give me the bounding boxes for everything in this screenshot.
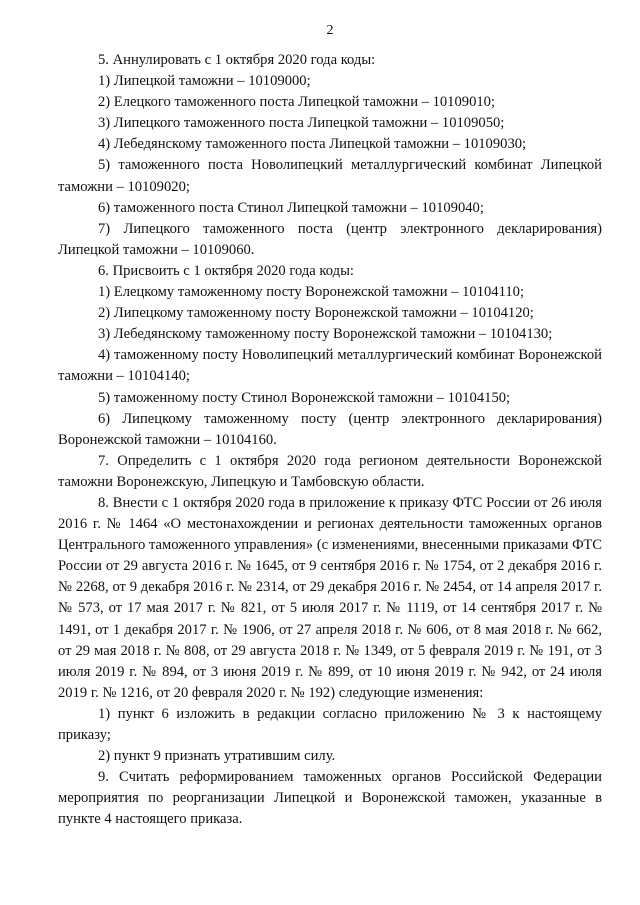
paragraph-6-item-6: 6) Липецкому таможенному посту (центр электронного декларирования) Воронежской таможни – 10104160. bbox=[58, 410, 602, 448]
document-page bbox=[58, 0, 602, 905]
paragraph-6-item-2: 2) Липецкому таможенному посту Воронежской таможни – 10104120; bbox=[98, 305, 534, 322]
paragraph-5-item-5: 5) таможенного поста Новолипецкий металлургический комбинат Липецкой таможни – 10109020; bbox=[58, 157, 602, 195]
paragraph-6-item-4: 4) таможенному посту Новолипецкий металлургический комбинат Воронежской таможни – 10104140; bbox=[58, 347, 602, 385]
paragraph-6-item-1: 1) Елецкому таможенному посту Воронежской таможни – 10104110; bbox=[98, 284, 525, 301]
paragraph-6-item-3: 3) Лебедянскому таможенному посту Воронежской таможни – 10104130; bbox=[98, 326, 553, 343]
paragraph-5-item-1: 1) Липецкой таможни – 10109000; bbox=[98, 73, 311, 90]
paragraph-8-item-1: 1) пункт 6 изложить в редакции согласно приложению № 3 к настоящему приказу; bbox=[58, 705, 602, 743]
document-body bbox=[58, 50, 602, 830]
paragraph-8: 8. Внести с 1 октября 2020 года в приложение к приказу ФТС России от 26 июля 2016 г. № 1464 «О местонахождении и регионах деятельности таможенных органов Центрального таможенного управления» (с изменениями, внесенными приказами ФТС России от 29 августа 2016 г. № 1645, от 9 сентября 2016 г. № 1754, от 2 декабря 2016 г. № 2268, от 9 декабря 2016 г. № 2314, от 29 декабря 2016 г. № 2454, от 14 апреля 2017 г. № 573, от 17 мая 2017 г. № 821, от 5 июля 2017 г. № 1119, от 14 сентября 2017 г. № 1491, от 1 декабря 2017 г. № 1906, от 27 апреля 2018 г. № 606, от 8 мая 2018 г. № 662, от 29 мая 2018 г. № 808, от 29 августа 2018 г. № 1349, от 5 февраля 2019 г. № 191, от 3 июля 2019 г. № 894, от 3 июня 2019 г. № 899, от 10 июня 2019 г. № 942, от 24 июля 2019 г. № 1216, от 20 февраля 2020 г. № 192) следующие изменения: bbox=[58, 494, 602, 701]
paragraph-5-item-3: 3) Липецкого таможенного поста Липецкой таможни – 10109050; bbox=[98, 115, 505, 132]
paragraph-5-item-7: 7) Липецкого таможенного поста (центр электронного декларирования) Липецкой таможни – 10109060. bbox=[58, 220, 602, 258]
paragraph-7: 7. Определить с 1 октября 2020 года регионом деятельности Воронежской таможни Воронежскую, Липецкую и Тамбовскую области. bbox=[58, 452, 602, 490]
paragraph-5-heading: 5. Аннулировать с 1 октября 2020 года коды: bbox=[98, 52, 376, 68]
paragraph-6-item-5: 5) таможенному посту Стинол Воронежской таможни – 10104150; bbox=[98, 389, 511, 406]
paragraph-9: 9. Считать реформированием таможенных органов Российской Федерации мероприятия по реорганизации Липецкой и Воронежской таможен, указанные в пункте 4 настоящего приказа. bbox=[58, 769, 602, 828]
paragraph-6-heading: 6. Присвоить с 1 октября 2020 года коды: bbox=[98, 262, 354, 279]
paragraph-8-item-2: 2) пункт 9 признать утратившим силу. bbox=[98, 748, 336, 765]
paragraph-5-item-2: 2) Елецкого таможенного поста Липецкой таможни – 10109010; bbox=[98, 94, 496, 111]
paragraph-5-item-4: 4) Лебедянскому таможенного поста Липецкой таможни – 10109030; bbox=[98, 136, 527, 153]
paragraph-5-item-6: 6) таможенного поста Стинол Липецкой таможни – 10109040; bbox=[98, 199, 484, 216]
page-number: 2 bbox=[326, 23, 334, 38]
